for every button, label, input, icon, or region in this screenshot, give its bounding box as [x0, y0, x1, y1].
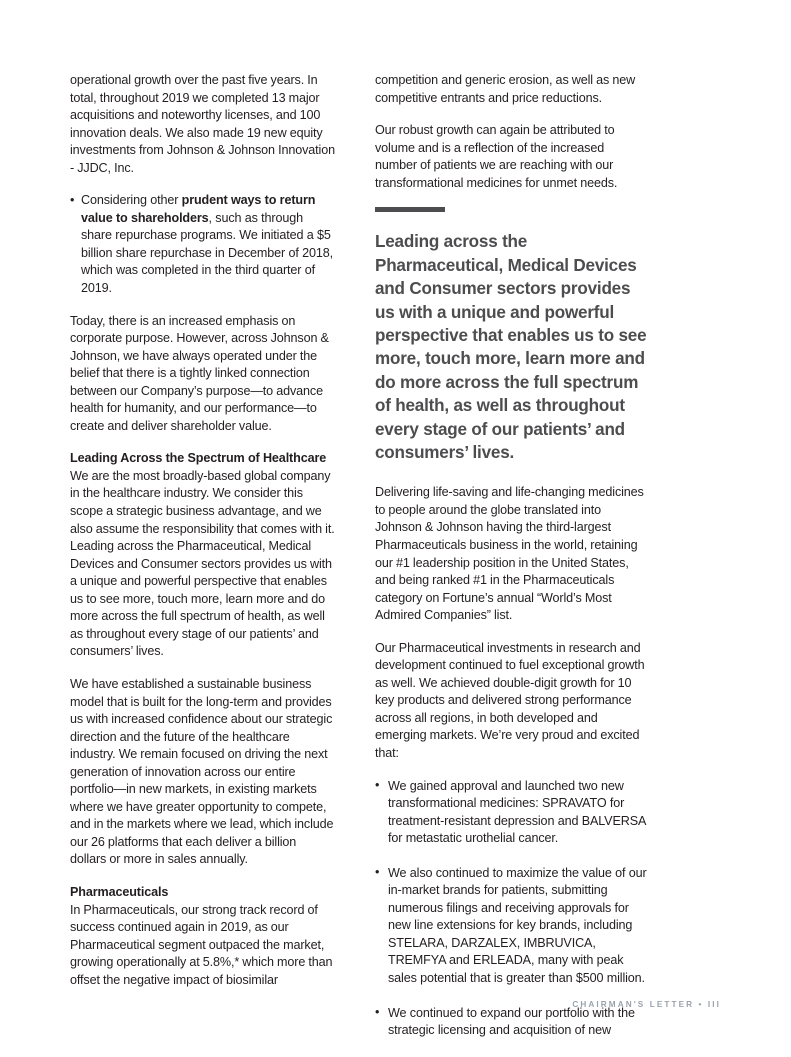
heading-leading-across-spectrum: Leading Across the Spectrum of Healthcare — [70, 451, 327, 466]
paragraph-rd-investments: Our Pharmaceutical investments in research and development continued to fuel exceptional growth as well. We achieved double-digit growth for 10 key products and delivered strong performance across all regions, in both developed and emerging markets. We’re very proud and excited that: — [375, 640, 645, 760]
bullet-portfolio-expansion: • We continued to expand our portfolio with the strategic licensing and acquisition of new — [375, 1005, 647, 1040]
paragraph-pharmaceuticals-performance: In Pharmaceuticals, our strong track record of success continued again in 2019, as our Pharmaceutical segment outpaced the market, growing operationally at 5.8%,* which more than offset the negative impact of biosimilar — [70, 902, 333, 987]
paragraph-competition-erosion: competition and generic erosion, as well as new competitive entrants and price reductions. — [375, 73, 636, 105]
paragraph-sustainable-model: We have established a sustainable business model that is built for the long-term and provides us with increased confidence about our strategic direction and the future of the healthcare industry. We remain focused on driving the next generation of innovation across our entire portfolio—in new markets, in existing markets where we have greater opportunity to compete, and in the markets where we lead, which include our 26 platforms that each deliver a billion dollars or more in sales annually. — [70, 676, 334, 867]
footer-label: CHAIRMAN'S LETTER — [572, 1000, 695, 1009]
pullquote-leading-across: Leading across the Pharmaceutical, Medical Devices and Consumer sectors provides us with a unique and powerful perspective that enables us to see more, touch more, learn more and do more across the full spectrum of health, as well as throughout every stage of our patients’ and consumers’ lives. — [375, 232, 647, 462]
bullet-lead-plain: Considering other — [81, 193, 182, 208]
bullet-lead-bold: prudent ways to return value to shareholders — [81, 193, 316, 225]
paragraph-operational-growth: operational growth over the past five years. In total, throughout 2019 we completed 13 major acquisitions and noteworthy licenses, and 100 innovation deals. We also made 19 new equity investments from Johnson & Johnson Innovation - JJDC, Inc. — [70, 73, 335, 175]
left-text-column — [70, 72, 335, 989]
paragraph-broadly-based: We are the most broadly-based global company in the healthcare industry. We consider this scope a strategic business advantage, and we also assume the responsibility that comes with it. Leading across the Pharmaceutical, Medical Devices and Consumer sectors provides us with a unique and powerful perspective that enables us to see more, touch more, learn more and do more across the full spectrum of health, as well as throughout every stage of our patients’ and consumers’ lives. — [70, 468, 335, 659]
footer-separator: • — [698, 1000, 704, 1009]
page-footer — [572, 1000, 721, 1009]
paragraph-delivering-medicines: Delivering life-saving and life-changing medicines to people around the globe translated into Johnson & Johnson having the third-largest Pharmaceuticals business in the world, retaining our #1 leadership position in the United States, and being ranked #1 in the Pharmaceuticals category on Fortune’s annual “World’s Most Admired Companies” list. — [375, 485, 644, 623]
paragraph-corporate-purpose: Today, there is an increased emphasis on corporate purpose. However, across Johnson & Johnson, we have always operated under the belief that there is a tightly linked connection between our Company’s purpose—to advance health for humanity, and our performance—to create and deliver shareholder value. — [70, 313, 329, 433]
paragraph-robust-growth: Our robust growth can again be attributed to volume and is a reflection of the increased number of patients we are reaching with our transformational medicines for unmet needs. — [375, 123, 618, 190]
bullet-rest: , such as through share repurchase programs. We initiated a $5 billion share repurchase in December of 2018, which was completed in the third quarter of 2019. — [81, 210, 333, 296]
footer-page-number: III — [707, 1000, 721, 1009]
bullet-line-extensions: • We also continued to maximize the value of our in-market brands for patients, submitting numerous filings and receiving approvals for new line extensions for key brands, including STELARA, DARZALEX, IMBRUVICA, TREMFYA and ERLEADA, many with peak sales potential that is greater than $500 million. — [375, 865, 647, 988]
bullet-prudent-ways — [70, 192, 335, 297]
heading-pharmaceuticals: Pharmaceuticals — [70, 884, 169, 899]
right-text-column — [375, 72, 647, 1057]
two-column-layout — [70, 72, 721, 1057]
bullet-spravato-balversa: • We gained approval and launched two new transformational medicines: SPRAVATO for treatment-resistant depression and BALVERSA for metastatic urothelial cancer. — [375, 778, 647, 848]
left-bullet-list — [70, 192, 335, 297]
pullquote-divider-rule — [375, 207, 445, 212]
